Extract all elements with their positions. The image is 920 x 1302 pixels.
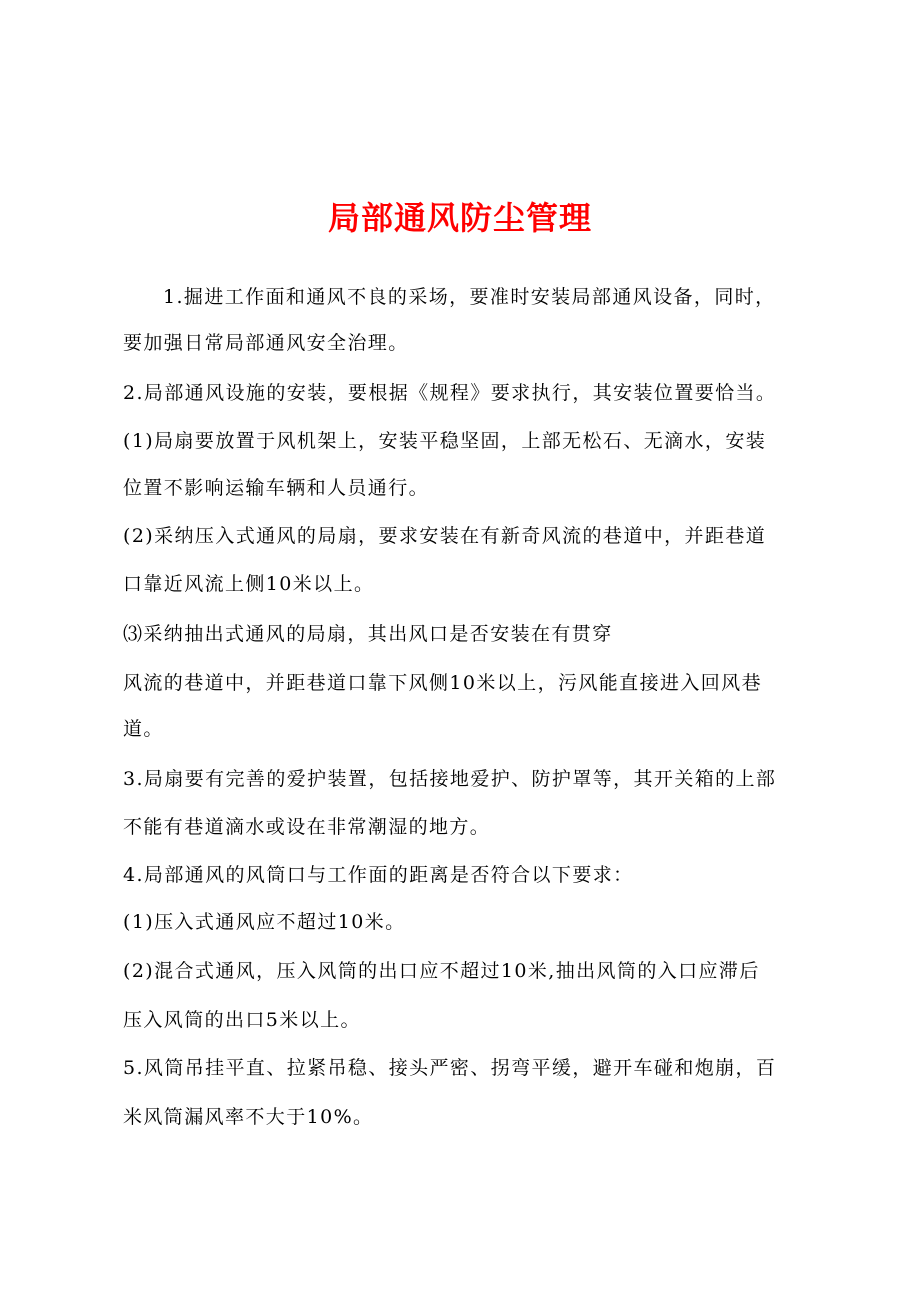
paragraph-line: 压入风筒的出口5米以上。: [123, 1009, 361, 1031]
paragraph-line: 米风筒漏风率不大于10%。: [123, 1106, 374, 1128]
paragraph-line: 口靠近风流上侧10米以上。: [123, 573, 375, 595]
paragraph-line: (1)局扇要放置于风机架上，安装平稳坚固，上部无松石、无滴水，安装: [123, 430, 767, 452]
paragraph-line: 1.掘进工作面和通风不良的采场，要准时安装局部通风设备，同时，: [163, 286, 776, 308]
paragraph-line: 要加强日常局部通风安全治理。: [123, 332, 409, 354]
paragraph-line: (1)压入式通风应不超过10米。: [123, 911, 406, 933]
paragraph-line: 3.局扇要有完善的爱护装置，包括接地爱护、防护罩等，其开关箱的上部: [123, 768, 777, 790]
paragraph-line: (2)采纳压入式通风的局扇，要求安装在有新奇风流的巷道中，并距巷道: [123, 525, 767, 547]
paragraph-line: 2.局部通风设施的安装，要根据《规程》要求执行，其安装位置要恰当。: [123, 382, 777, 404]
paragraph-line: 不能有巷道滴水或设在非常潮湿的地方。: [123, 816, 491, 838]
paragraph-line: 4.局部通风的风筒口与工作面的距离是否符合以下要求：: [123, 864, 634, 886]
paragraph-line: 风流的巷道中，并距巷道口靠下风侧10米以上，污风能直接进入回风巷: [123, 672, 762, 694]
paragraph-line: 道。: [123, 718, 164, 740]
paragraph-line: 5.风筒吊挂平直、拉紧吊稳、接头严密、拐弯平缓，避开车碰和炮崩，百: [123, 1057, 777, 1079]
page-title: 局部通风防尘管理: [327, 199, 592, 237]
paragraph-line: 位置不影响运输车辆和人员通行。: [123, 477, 430, 499]
paragraph-line: ⑶采纳抽出式通风的局扇，其出风口是否安装在有贯穿: [123, 623, 613, 645]
paragraph-line: (2)混合式通风，压入风筒的出口应不超过10米,抽出风筒的入口应滞后: [123, 960, 760, 982]
